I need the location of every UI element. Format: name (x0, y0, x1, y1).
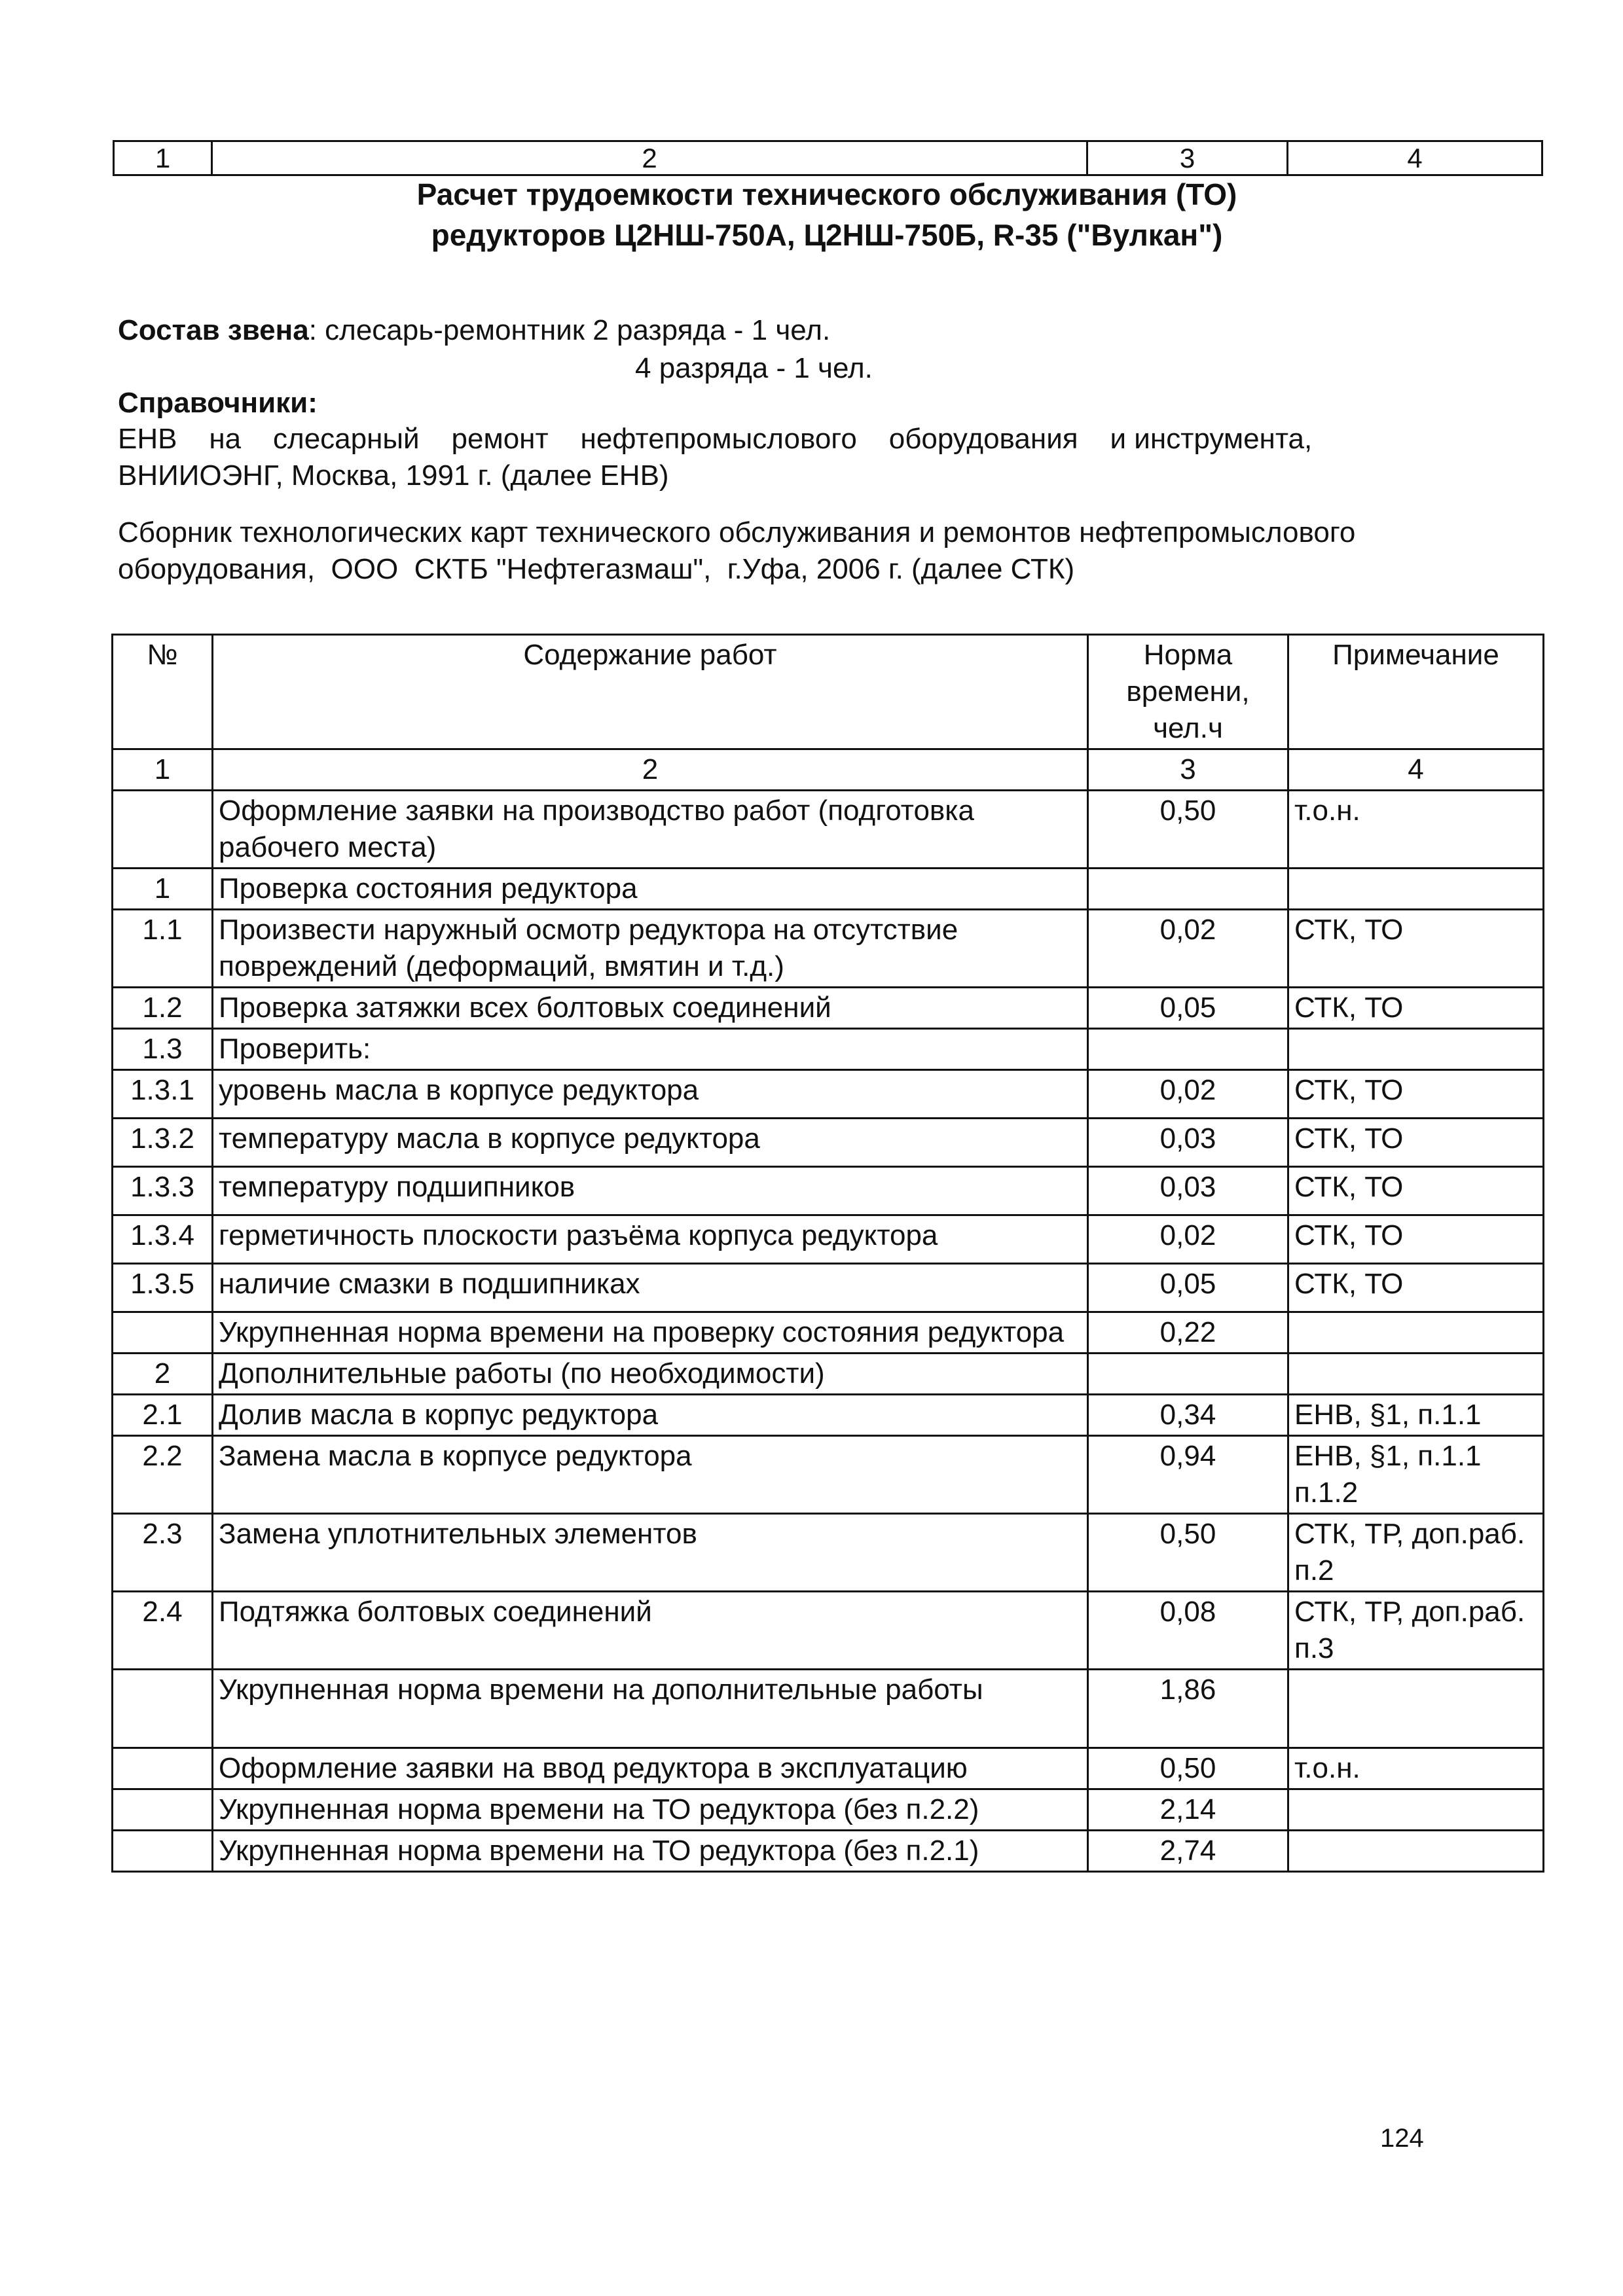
row-norm: 0,03 (1088, 1167, 1288, 1215)
row-content: герметичность плоскости разъёма корпуса редуктора (213, 1215, 1088, 1264)
row-note: СТК, ТО (1288, 910, 1544, 988)
page-number: 124 (1380, 2124, 1424, 2153)
row-number: 2.3 (113, 1514, 213, 1592)
row-note: СТК, ТО (1288, 988, 1544, 1029)
column-number-strip (113, 140, 1543, 176)
row-norm: 0,94 (1088, 1436, 1288, 1514)
reference-enb-line-2: ВНИИОЭНГ, Москва, 1991 г. (далее ЕНВ) (118, 459, 669, 492)
row-note: т.о.н. (1288, 791, 1544, 869)
row-content: температуру подшипников (213, 1167, 1088, 1215)
row-note: СТК, ТО (1288, 1119, 1544, 1167)
row-content: Укрупненная норма времени на проверку состояния редуктора (213, 1312, 1088, 1354)
col-number-2: 2 (213, 749, 1088, 791)
table-row (113, 869, 1544, 910)
crew-line-1 (118, 310, 830, 351)
row-number: 2 (113, 1354, 213, 1395)
table-row (113, 1831, 1544, 1872)
header-note: Примечание (1288, 635, 1544, 749)
row-norm: 0,03 (1088, 1119, 1288, 1167)
row-content: Дополнительные работы (по необходимости) (213, 1354, 1088, 1395)
table-row (113, 1264, 1544, 1312)
row-content: температуру масла в корпусе редуктора (213, 1119, 1088, 1167)
row-number: 1.3 (113, 1029, 213, 1070)
table-row (113, 1029, 1544, 1070)
header-content: Содержание работ (213, 635, 1088, 749)
strip-cell-4: 4 (1288, 141, 1542, 175)
row-number (113, 1670, 213, 1748)
table-row (113, 1395, 1544, 1436)
row-content: Укрупненная норма времени на ТО редуктора (без п.2.2) (213, 1789, 1088, 1831)
row-norm: 2,14 (1088, 1789, 1288, 1831)
row-note: ЕНВ, §1, п.1.1 (1288, 1395, 1544, 1436)
row-content: уровень масла в корпусе редуктора (213, 1070, 1088, 1119)
document-title-line-2: редукторов Ц2НШ-750А, Ц2НШ-750Б, R-35 ("Вулкан") (431, 218, 1223, 252)
row-content: Оформление заявки на ввод редуктора в эксплуатацию (213, 1748, 1088, 1789)
references-label: Справочники: (118, 387, 318, 419)
row-norm: 0,02 (1088, 910, 1288, 988)
row-number: 1.3.3 (113, 1167, 213, 1215)
row-norm: 0,08 (1088, 1592, 1288, 1670)
table-row (113, 1070, 1544, 1119)
row-norm: 0,22 (1088, 1312, 1288, 1354)
table-row (113, 1592, 1544, 1670)
table-row (113, 1167, 1544, 1215)
row-note (1288, 1789, 1544, 1831)
row-number: 1.3.2 (113, 1119, 213, 1167)
row-norm: 0,50 (1088, 1748, 1288, 1789)
row-number (113, 1312, 213, 1354)
row-note (1288, 1831, 1544, 1872)
row-norm: 2,74 (1088, 1831, 1288, 1872)
reference-enb-line-1: ЕНВ на слесарный ремонт нефтепромыслового оборудования и инструмента, (118, 423, 1313, 455)
table-row (113, 1436, 1544, 1514)
reference-stk-line-1: Сборник технологических карт технического обслуживания и ремонтов нефтепромыслового (118, 516, 1356, 548)
row-note (1288, 1029, 1544, 1070)
crew-composition-2: 4 разряда - 1 чел. (635, 352, 873, 384)
row-note (1288, 1312, 1544, 1354)
row-norm: 0,05 (1088, 1264, 1288, 1312)
row-note: СТК, ТР, доп.раб. п.3 (1288, 1592, 1544, 1670)
col-number-1: 1 (113, 749, 213, 791)
row-content: Долив масла в корпус редуктора (213, 1395, 1088, 1436)
row-norm: 1,86 (1088, 1670, 1288, 1748)
row-note (1288, 1670, 1544, 1748)
row-number: 1.3.5 (113, 1264, 213, 1312)
labor-norms-table (111, 634, 1544, 1873)
strip-cell-2: 2 (212, 141, 1087, 175)
row-note: СТК, ТО (1288, 1264, 1544, 1312)
row-norm: 0,05 (1088, 988, 1288, 1029)
table-row (113, 1119, 1544, 1167)
row-note: ЕНВ, §1, п.1.1 п.1.2 (1288, 1436, 1544, 1514)
row-norm (1088, 1029, 1288, 1070)
table-row (113, 1354, 1544, 1395)
row-content: Замена уплотнительных элементов (213, 1514, 1088, 1592)
row-number: 1 (113, 869, 213, 910)
row-number: 2.1 (113, 1395, 213, 1436)
row-number: 2.2 (113, 1436, 213, 1514)
row-content: Замена масла в корпусе редуктора (213, 1436, 1088, 1514)
header-number: № (113, 635, 213, 749)
row-content: наличие смазки в подшипниках (213, 1264, 1088, 1312)
row-content: Проверка затяжки всех болтовых соединений (213, 988, 1088, 1029)
table-row (113, 1215, 1544, 1264)
row-number (113, 1789, 213, 1831)
row-norm: 0,02 (1088, 1215, 1288, 1264)
table-row (113, 988, 1544, 1029)
crew-composition-1: : слесарь-ремонтник 2 разряда - 1 чел. (308, 314, 831, 346)
crew-label: Состав звена (118, 314, 309, 346)
row-number: 2.4 (113, 1592, 213, 1670)
row-content: Укрупненная норма времени на дополнительные работы (213, 1670, 1088, 1748)
row-content: Произвести наружный осмотр редуктора на отсутствие повреждений (деформаций, вмятин и т.д.) (213, 910, 1088, 988)
row-note: СТК, ТО (1288, 1215, 1544, 1264)
row-note: СТК, ТО (1288, 1070, 1544, 1119)
column-number-row (113, 749, 1544, 791)
row-content: Проверка состояния редуктора (213, 869, 1088, 910)
row-number: 1.3.4 (113, 1215, 213, 1264)
row-norm (1088, 1354, 1288, 1395)
row-norm: 0,02 (1088, 1070, 1288, 1119)
table-row (113, 791, 1544, 869)
strip-cell-3: 3 (1087, 141, 1288, 175)
reference-stk-line-2: оборудования, ООО СКТБ "Нефтегазмаш", г.Уфа, 2006 г. (далее СТК) (118, 553, 1075, 585)
table-row (113, 1670, 1544, 1748)
row-number (113, 1831, 213, 1872)
table-row (113, 1748, 1544, 1789)
row-content: Оформление заявки на производство работ (подготовка рабочего места) (213, 791, 1088, 869)
document-title-line-1: Расчет трудоемкости технического обслуживания (ТО) (416, 177, 1237, 211)
row-norm: 0,50 (1088, 1514, 1288, 1592)
col-number-4: 4 (1288, 749, 1544, 791)
row-number: 1.2 (113, 988, 213, 1029)
table-header-row (113, 635, 1544, 749)
row-number (113, 1748, 213, 1789)
table-row (113, 910, 1544, 988)
row-note: т.о.н. (1288, 1748, 1544, 1789)
row-content: Подтяжка болтовых соединений (213, 1592, 1088, 1670)
row-content: Проверить: (213, 1029, 1088, 1070)
row-content: Укрупненная норма времени на ТО редуктора (без п.2.1) (213, 1831, 1088, 1872)
row-note (1288, 869, 1544, 910)
table-row (113, 1312, 1544, 1354)
row-norm: 0,34 (1088, 1395, 1288, 1436)
row-number (113, 791, 213, 869)
row-number: 1.3.1 (113, 1070, 213, 1119)
row-number: 1.1 (113, 910, 213, 988)
strip-cell-1: 1 (114, 141, 212, 175)
col-number-3: 3 (1088, 749, 1288, 791)
table-row (113, 1514, 1544, 1592)
table-row (113, 1789, 1544, 1831)
row-note: СТК, ТР, доп.раб. п.2 (1288, 1514, 1544, 1592)
row-note (1288, 1354, 1544, 1395)
row-norm (1088, 869, 1288, 910)
row-norm: 0,50 (1088, 791, 1288, 869)
row-note: СТК, ТО (1288, 1167, 1544, 1215)
header-norm: Норма времени, чел.ч (1088, 635, 1288, 749)
